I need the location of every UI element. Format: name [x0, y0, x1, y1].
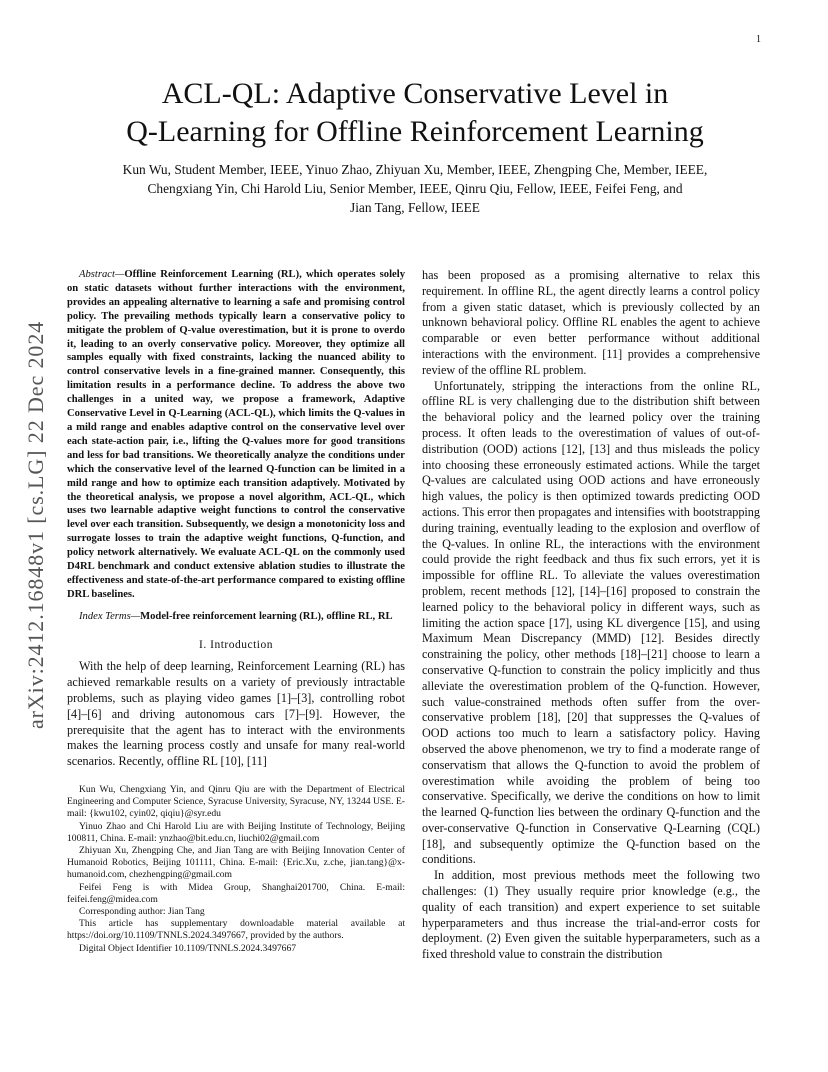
body-paragraph-2: Unfortunately, stripping the interactions from the online RL, offline RL is very challenging due to the distribution shift between the behavioral policy and the learned policy over the training process. It often leads to the overestimation of values of out-of-distribution (OOD) actions [12], [13] and thus misleads the policy into choosing these erroneously estimated actions. While the target Q-values are calculated using OOD actions and have erroneously high values, the policy is then optimized towards predicting OOD actions. This error then propagates and intensifies with bootstrapping during training, eventually leading to the explosion and overflow of the Q-values. In online RL, the interactions with the environment could provide the right feedback and thus fix such errors, yet it is impossible for offline RL. To alleviate the values overestimation problem, recent methods [12], [14]–[16] proposed to constrain the learned policy to the behavioral policy in different ways, such as limiting the action space [17], using KL divergence [15], and using Maximum Mean Discrepancy (MMD) [12]. Besides directly constraining the policy, other methods [18]–[21] choose to learn a conservative Q-function to constrain the policy implicitly and thus alleviate the overestimation problem of the Q-function. However, such value-constrained methods often suffer from the over-conservative problem [18], [20] that suppresses the Q-values of OOD actions too much to learn a satisfactory policy. Having observed the above phenomenon, we try to find a moderate range of conservatism that allows the Q-function to avoid the problem of overestimation while avoiding the problem of being too conservative. Specifically, we derive the conditions on how to limit the learned Q-function lies between the ordinary Q-function and the over-conservative Q-function in Conservative Q-Learning (CQL) [18], and subsequently optimize the Q-function based on the conditions.: [422, 378, 760, 867]
title-line-2: Q-Learning for Offline Reinforcement Learning: [126, 115, 704, 148]
abstract: [67, 268, 405, 602]
right-column: [422, 268, 760, 963]
section-heading-introduction: I. Introduction: [199, 638, 273, 651]
index-terms-label: Index Terms—: [79, 610, 141, 622]
authors-line-3: Jian Tang, Fellow, IEEE: [350, 200, 480, 215]
paper-title: [60, 75, 770, 151]
footnote-doi: Digital Object Identifier 10.1109/TNNLS.2024.3497667: [79, 942, 297, 954]
authors-line-1: Kun Wu, Student Member, IEEE, Yinuo Zhao, Zhiyuan Xu, Member, IEEE, Zhengping Che, Member, IEEE,: [122, 162, 708, 177]
left-column: [67, 268, 405, 955]
page-number: 1: [756, 34, 761, 45]
body-paragraph-1: has been proposed as a promising alternative to relax this requirement. In offline RL, the agent directly learns a control policy from a given static dataset, which is previously collected by an unknown behavioral policy. Offline RL enables the agent to achieve comparable or even better performance without additional interactions with the environment. [11] provides a comprehensive review of the offline RL problem.: [422, 268, 760, 377]
title-line-1: ACL-QL: Adaptive Conservative Level in: [161, 77, 669, 110]
index-terms-text: Model-free reinforcement learning (RL), offline RL, RL: [140, 610, 393, 622]
footnote-affiliation-3: Zhiyuan Xu, Zhengping Che, and Jian Tang are with Beijing Innovation Center of Humanoid Robotics, Beijing 101111, China. E-mail: {Eric.Xu, z.che, jian.tang}@x-humanoid.com, chezhengping@gmail.com: [67, 845, 405, 881]
abstract-label: Abstract—: [79, 269, 125, 280]
intro-paragraph-1: With the help of deep learning, Reinforcement Learning (RL) has achieved remarkable results on a variety of previously intractable problems, such as playing video games [1]–[3], controlling robot [4]–[6] and driving autonomous cars [7]–[9]. However, the prerequisite that the agent has to interact with the environments makes the learning process costly and unsafe for many real-world scenarios. Recently, offline RL [10], [11]: [67, 659, 405, 769]
abstract-text: Offline Reinforcement Learning (RL), which operates solely on static datasets without further interactions with the environment, provides an appealing alternative to learning a safe and promising control policy. The prevailing methods typically learn a conservative policy to mitigate the problem of Q-value overestimation, but it is prone to overdo it, leading to an overly conservative policy. Moreover, they optimize all samples equally with fixed constraints, lacking the nuanced ability to control conservative levels in a fine-grained manner. Consequently, this limitation results in a performance decline. To address the above two challenges in a united way, we propose a framework, Adaptive Conservative Level in Q-Learning (ACL-QL), which limits the Q-values in a mild range and enables adaptive control on the conservative level over each state-action pair, i.e., lifting the Q-values more for good transitions and less for bad transitions. We theoretically analyze the conditions under which the conservative level of the learned Q-function can be limited in a mild range and how to optimize each transition adaptively. Motivated by the theoretical analysis, we propose a novel algorithm, ACL-QL, which uses two learnable adaptive weight functions to control the conservative level over each transition. Subsequently, we design a monotonicity loss and surrogate losses to train the adaptive weight functions, Q-function, and policy network alternatively. We evaluate ACL-QL on the commonly used D4RL benchmark and conduct extensive ablation studies to illustrate the effectiveness and state-of-the-art performance compared to existing offline DRL baselines.: [67, 269, 405, 600]
body-paragraph-3: In addition, most previous methods meet the following two challenges: (1) They usually require prior knowledge (e.g., the quality of each transition) and expert experience to set suitable hyperparameters and thus increase the trial-and-error costs for deployment. (2) Even given the suitable hyperparameters, such as a fixed threshold value to constrain the distribution: [422, 868, 760, 962]
footnote-affiliation-1: Kun Wu, Chengxiang Yin, and Qinru Qiu are with the Department of Electrical Engineering and Computer Science, Syracuse University, Syracuse, NY, 13244 USE. E-mail: {kwu102, cyin02, qiqiu}@syr.edu: [67, 784, 405, 820]
footnotes: [67, 784, 405, 955]
arxiv-identifier: arXiv:2412.16848v1 [cs.LG] 22 Dec 2024: [23, 320, 48, 730]
footnote-affiliation-2: Yinuo Zhao and Chi Harold Liu are with Beijing Institute of Technology, Beijing 100811, China. E-mail: ynzhao@bit.edu.cn, liuchi02@gmail.com: [67, 820, 405, 844]
footnote-corresponding-author: Corresponding author: Jian Tang: [79, 906, 205, 918]
index-terms: [67, 610, 405, 624]
footnote-supplementary: This article has supplementary downloadable material available at https://doi.org/10.1109/TNNLS.2024.3497667, provided by the authors.: [67, 918, 405, 942]
footnote-affiliation-4: Feifei Feng is with Midea Group, Shanghai201700, China. E-mail: feifei.feng@midea.com: [67, 881, 405, 905]
author-list: [60, 160, 770, 217]
authors-line-2: Chengxiang Yin, Chi Harold Liu, Senior Member, IEEE, Qinru Qiu, Fellow, IEEE, Feifei Feng, and: [147, 181, 683, 196]
